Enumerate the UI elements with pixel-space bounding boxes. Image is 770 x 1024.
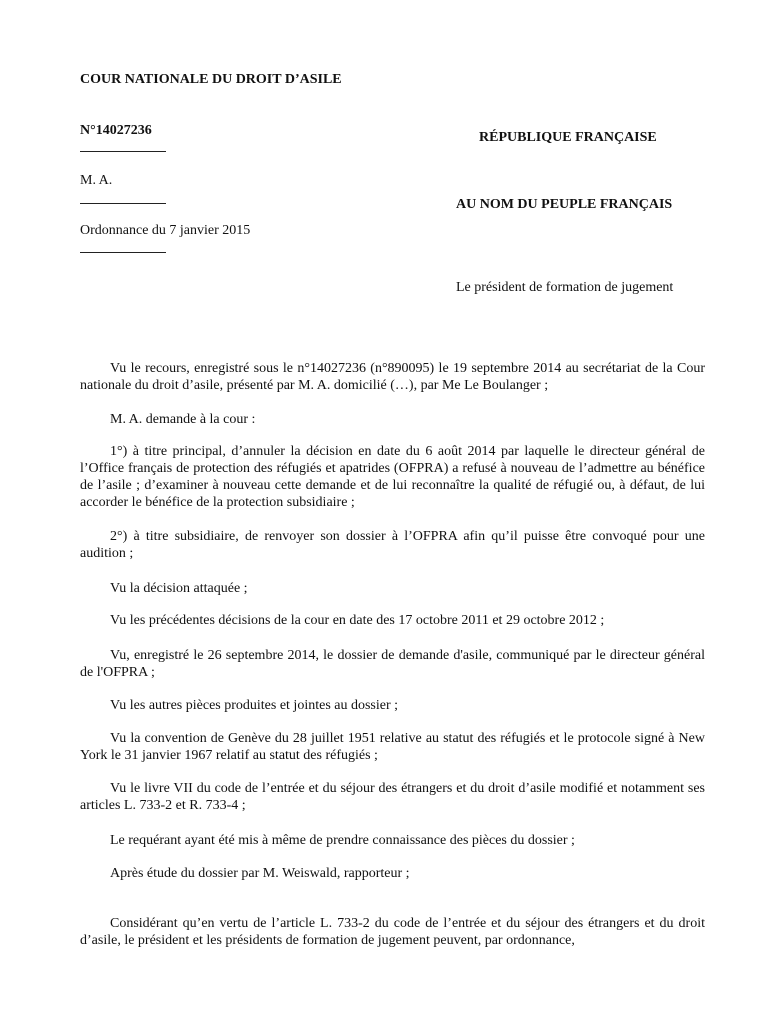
paragraph: Vu la décision attaquée ; <box>110 581 248 596</box>
president-title: Le président de formation de jugement <box>456 280 674 295</box>
paragraph: Vu le livre VII du code de l’entrée et du séjour des étrangers et du droit d’asile modifié et notamment ses articles L. 733-2 et R. 733-4 ; <box>80 781 705 813</box>
separator-rule <box>80 252 166 253</box>
paragraph: Vu, enregistré le 26 septembre 2014, le dossier de demande d'asile, communiqué par le directeur général de l'OFPRA ; <box>80 648 705 680</box>
separator-rule <box>80 203 166 204</box>
paragraph: Le requérant ayant été mis à même de prendre connaissance des pièces du dossier ; <box>110 833 575 848</box>
paragraph: Vu les précédentes décisions de la cour en date des 17 octobre 2011 et 29 octobre 2012 ; <box>110 613 605 628</box>
republic-heading: RÉPUBLIQUE FRANÇAISE <box>479 130 657 145</box>
party-name: M. A. <box>80 173 113 188</box>
paragraph: Vu la convention de Genève du 28 juillet 1951 relative au statut des réfugiés et le protocole signé à New York le 31 janvier 1967 relatif au statut des réfugiés ; <box>80 731 705 763</box>
separator-rule <box>80 151 166 152</box>
paragraph: 2°) à titre subsidiaire, de renvoyer son dossier à l’OFPRA afin qu’il puisse être convoqué pour une audition ; <box>80 529 705 561</box>
paragraph: Considérant qu’en vertu de l’article L. 733-2 du code de l’entrée et du séjour des étrangers et du droit d’asile, le président et les présidents de formation de jugement peuvent, par ordonnance, <box>80 916 705 948</box>
paragraph: Après étude du dossier par M. Weiswald, rapporteur ; <box>110 866 410 881</box>
people-heading: AU NOM DU PEUPLE FRANÇAIS <box>456 197 673 212</box>
paragraph: Vu le recours, enregistré sous le n°14027236 (n°890095) le 19 septembre 2014 au secrétariat de la Cour nationale du droit d’asile, présenté par M. A. domicilié (…), par Me Le Boulanger ; <box>80 361 705 393</box>
case-number: N°14027236 <box>80 123 152 138</box>
court-name: COUR NATIONALE DU DROIT D’ASILE <box>80 72 342 87</box>
paragraph: Vu les autres pièces produites et jointes au dossier ; <box>110 698 399 713</box>
paragraph: 1°) à titre principal, d’annuler la décision en date du 6 août 2014 par laquelle le directeur général de l’Office français de protection des réfugiés et apatrides (OFPRA) a refusé à nouveau de l’admettre au bénéfice de l’asile ; d’examiner à nouveau cette demande et de lui reconnaître la qualité de réfugié ou, à défaut, de lui accorder le bénéfice de la protection subsidiaire ; <box>80 444 705 510</box>
paragraph: M. A. demande à la cour : <box>110 412 256 427</box>
order-date: Ordonnance du 7 janvier 2015 <box>80 223 251 238</box>
